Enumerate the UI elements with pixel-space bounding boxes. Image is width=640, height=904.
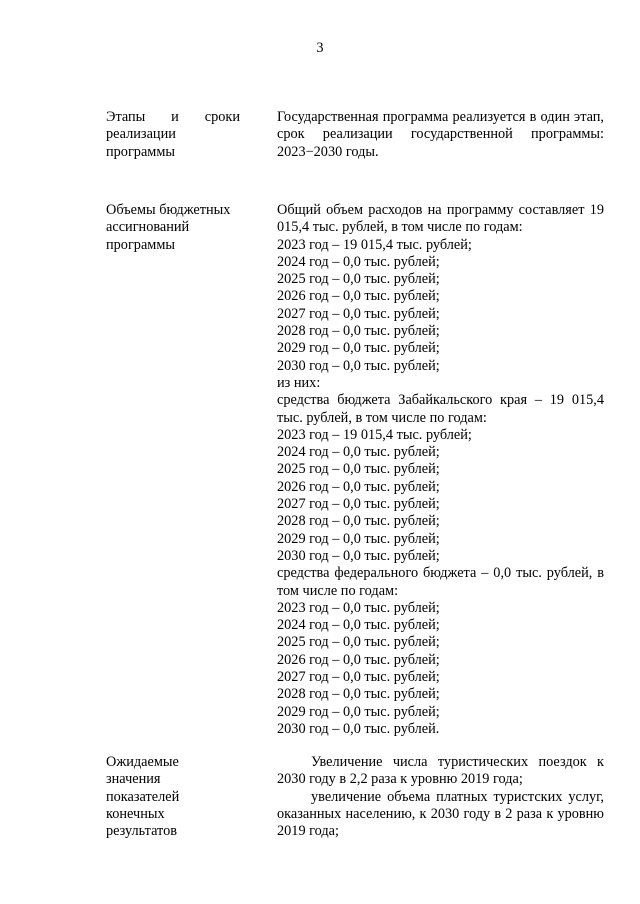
federal-year-line: 2028 год – 0,0 тыс. рублей;	[277, 686, 440, 703]
stages-label-line: программы	[106, 143, 176, 160]
budget-federal-years	[277, 600, 604, 738]
regional-year-line: 2028 год – 0,0 тыс. рублей;	[277, 513, 440, 530]
results-label-line: результатов	[106, 823, 178, 840]
budget-year-line: 2030 год – 0,0 тыс. рублей;	[277, 357, 440, 374]
budget-total-text: Общий объем расходов на программу составляет 19 015,4 тыс. рублей, в том числе по годам:	[277, 202, 604, 236]
stages-content	[277, 109, 604, 161]
results-label-line: конечных	[106, 805, 165, 822]
federal-year-line: 2029 год – 0,0 тыс. рублей;	[277, 703, 440, 720]
results-item: Увеличение числа туристических поездок к 2030 году в 2,2 раза к уровню 2019 года;	[277, 754, 604, 788]
results-item: увеличение объема платных туристских услуг, оказанных населению, к 2030 году в 2 раза к уровню 2019 года;	[277, 788, 604, 840]
regional-year-line: 2023 год – 19 015,4 тыс. рублей;	[277, 426, 472, 443]
budget-year-line: 2025 год – 0,0 тыс. рублей;	[277, 271, 440, 288]
budget-year-line: 2029 год – 0,0 тыс. рублей;	[277, 340, 440, 357]
budget-label-line: программы	[106, 236, 176, 253]
budget-of-them: из них:	[277, 374, 321, 391]
budget-year-line: 2024 год – 0,0 тыс. рублей;	[277, 253, 440, 270]
budget-label-line: ассигнований	[106, 219, 190, 236]
budget-label-line: Объемы бюджетных	[106, 202, 231, 218]
federal-year-line: 2024 год – 0,0 тыс. рублей;	[277, 617, 440, 634]
federal-year-line: 2030 год – 0,0 тыс. рублей.	[277, 720, 440, 737]
regional-year-line: 2030 год – 0,0 тыс. рублей;	[277, 547, 440, 564]
regional-year-line: 2025 год – 0,0 тыс. рублей;	[277, 461, 440, 478]
regional-year-line: 2029 год – 0,0 тыс. рублей;	[277, 530, 440, 547]
budget-year-line: 2028 год – 0,0 тыс. рублей;	[277, 323, 440, 340]
stages-text: Государственная программа реализуется в один этап, срок реализации государственной программы: 2023−2030 годы.	[277, 109, 604, 160]
budget-content	[277, 202, 604, 738]
budget-year-line: 2023 год – 19 015,4 тыс. рублей;	[277, 236, 472, 253]
federal-year-line: 2027 год – 0,0 тыс. рублей;	[277, 669, 440, 686]
federal-year-line: 2023 год – 0,0 тыс. рублей;	[277, 599, 440, 616]
federal-year-line: 2025 год – 0,0 тыс. рублей;	[277, 634, 440, 651]
results-label-line: показателей	[106, 788, 180, 805]
budget-total-years	[277, 237, 604, 375]
budget-year-line: 2027 год – 0,0 тыс. рублей;	[277, 305, 440, 322]
regional-year-line: 2024 год – 0,0 тыс. рублей;	[277, 444, 440, 461]
budget-federal-text: средства федерального бюджета – 0,0 тыс. рублей, в том числе по годам:	[277, 565, 604, 599]
results-label-line: Ожидаемые	[106, 754, 179, 770]
stages-label-line: реализации	[106, 126, 176, 143]
stages-label-line: Этапы и сроки	[106, 109, 240, 125]
page-number: 3	[316, 40, 324, 56]
results-label-line: значения	[106, 771, 161, 788]
results-content	[277, 754, 604, 840]
regional-year-line: 2026 год – 0,0 тыс. рублей;	[277, 478, 440, 495]
results-label	[106, 754, 240, 840]
federal-year-line: 2026 год – 0,0 тыс. рублей;	[277, 651, 440, 668]
budget-year-line: 2026 год – 0,0 тыс. рублей;	[277, 288, 440, 305]
regional-year-line: 2027 год – 0,0 тыс. рублей;	[277, 496, 440, 513]
stages-label	[106, 109, 240, 161]
budget-regional-text: средства бюджета Забайкальского края – 19 015,4 тыс. рублей, в том числе по годам:	[277, 392, 604, 426]
budget-regional-years	[277, 427, 604, 565]
budget-label	[106, 202, 240, 254]
